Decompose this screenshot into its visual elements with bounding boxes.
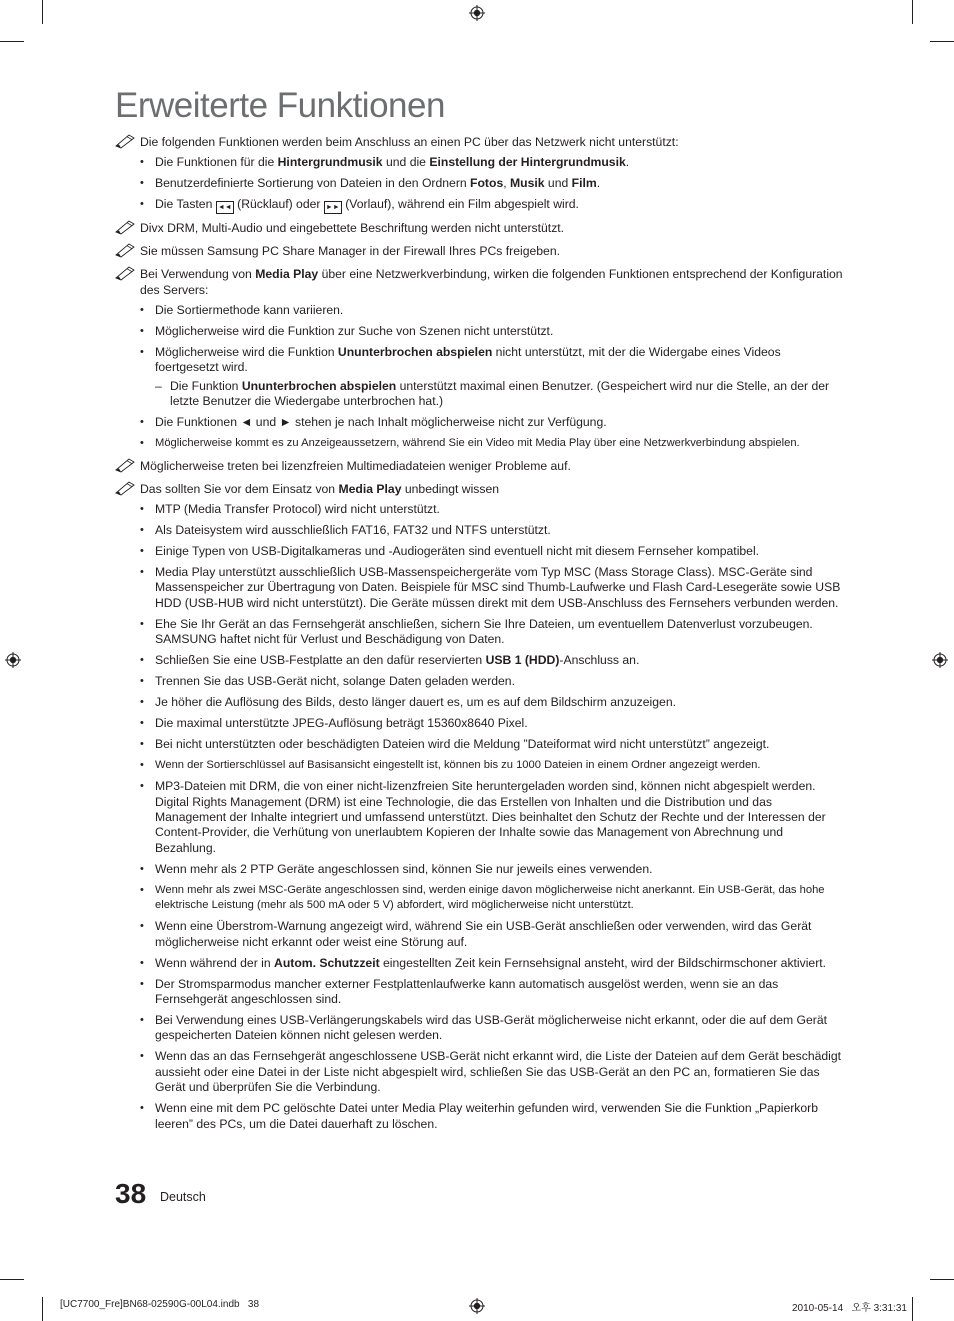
list-item: • Ehe Sie Ihr Gerät an das Fernsehgerät anschließen, sichern Sie Ihre Dateien, um eventuellem Datenverlust vorzubeugen. SAMSUNG haftet nicht für Verlust und Beschädigung von Daten. — [155, 617, 843, 648]
bullet-list — [115, 502, 843, 1132]
list-item: • Benutzerdefinierte Sortierung von Dateien in den Ordnern Fotos, Musik und Film. — [155, 176, 843, 191]
list-item: • Als Dateisystem wird ausschließlich FAT16, FAT32 und NTFS unterstützt. — [155, 523, 843, 538]
page-language: Deutsch — [160, 1190, 206, 1204]
crop-mark — [930, 1279, 954, 1280]
note-pencil-icon — [115, 265, 137, 281]
list-item: • Wenn eine mit dem PC gelöschte Datei unter Media Play weiterhin gefunden wird, verwenden Sie die Funktion „Papierkorb leeren” des PCs, um die Datei dauerhaft zu löschen. — [155, 1101, 843, 1132]
list-item: • Der Stromsparmodus mancher externer Festplattenlaufwerke kann automatisch ausgelöst werden, wenn sie an das Fernsehgerät angeschlossen sind. — [155, 977, 843, 1008]
list-item: • MP3-Dateien mit DRM, die von einer nicht-lizenzfreien Site heruntergeladen worden sind, können nicht abgespielt werden. Digital Rights Management (DRM) ist eine Technologie, die das Erstellen von Inhalten und die Distribution und das Management der Inhalte integriert und umfassend unterstützt. Dies beinhaltet den Schutz der Rechte und der Interessen der Content-Provider, die Verhütung von unerlaubtem Kopieren der Inhalte sowie das Management von Abrechnung und Bezahlung. — [155, 779, 843, 856]
registration-mark-icon — [469, 5, 485, 21]
bullet-list — [115, 303, 843, 452]
list-item: • Bei nicht unterstützten oder beschädigten Dateien wird die Meldung ”Dateiformat wird nicht unterstützt” angezeigt. — [155, 737, 843, 752]
note — [115, 244, 843, 259]
note-pencil-icon — [115, 219, 137, 235]
list-item: • Media Play unterstützt ausschließlich USB-Massenspeichergeräte vom Typ MSC (Mass Storage Class). MSC-Geräte sind Massenspeicher zur Übertragung von Daten. Beispiele für MSC sind Thumb-Laufwerke und Flash Card-Lesegeräte sowie USB HDD (USB-HUB wird nicht unterstützt). Die Geräte müssen direkt mit dem USB-Anschluss des Fernsehers verbunden werden. — [155, 565, 843, 611]
list-item: • Möglicherweise kommt es zu Anzeigeaussetzern, während Sie ein Video mit Media Play über eine Netzwerkverbindung abspielen. — [155, 436, 843, 451]
list-item: • Einige Typen von USB-Digitalkameras und -Audiogeräten sind eventuell nicht mit diesem Fernseher kompatibel. — [155, 544, 843, 559]
note-text: Möglicherweise treten bei lizenzfreien Multimediadateien weniger Probleme auf. — [140, 458, 571, 473]
page-number: 38 — [115, 1178, 147, 1209]
fast-forward-button-icon: ►► — [324, 201, 342, 214]
note-pencil-icon — [115, 242, 137, 258]
list-item: – Die Funktion Ununterbrochen abspielen unterstützt maximal einen Benutzer. (Gespeichert wird nur die Stelle, an der der letzte Benutzer die Wiedergabe unterbrochen hat.) — [170, 379, 843, 410]
note-pencil-icon — [115, 133, 137, 149]
list-item: • Bei Verwendung eines USB-Verlängerungskabels wird das USB-Gerät möglicherweise nicht erkannt, oder die auf dem Gerät gespeicherten Dateien können nicht gelesen werden. — [155, 1013, 843, 1044]
note-pencil-icon — [115, 457, 137, 473]
print-slug-file: [UC7700_Fre]BN68-02590G-00L04.indb 38 — [60, 1299, 260, 1310]
registration-mark-icon — [469, 1298, 485, 1314]
list-item: • Wenn das an das Fernsehgerät angeschlossene USB-Gerät nicht erkannt wird, die Liste der Dateien auf dem Gerät beschädigt aussieht oder eine Datei in der Liste nicht abgespielt wird, schließen Sie das USB-Gerät an den PC an, formatieren Sie das Gerät und überprüfen Sie die Verbindung. — [155, 1049, 843, 1095]
list-item: • Wenn mehr als 2 PTP Geräte angeschlossen sind, können Sie nur jeweils eines verwenden. — [155, 862, 843, 877]
list-item: • Die Sortiermethode kann variieren. — [155, 303, 843, 318]
list-item: • Die Funktionen für die Hintergrundmusik und die Einstellung der Hintergrundmusik. — [155, 155, 843, 170]
note — [115, 221, 843, 236]
note-text: Die folgenden Funktionen werden beim Anschluss an einen PC über das Netzwerk nicht unterstützt: — [140, 135, 679, 149]
crop-mark — [0, 1279, 24, 1280]
list-item: • Möglicherweise wird die Funktion Ununterbrochen abspielen nicht unterstützt, mit der die Widergabe eines Videos foertgesetzt wird. – Die Funktion Ununterbrochen abspielen unterstützt maximal einen Benutzer. (Gespeichert wird nur die Stelle, an der der letzte Benutzer die Wiedergabe unterbrochen hat.) — [155, 345, 843, 410]
page-title: Erweiterte Funktionen — [115, 86, 445, 125]
list-item: • Schließen Sie eine USB-Festplatte an den dafür reservierten USB 1 (HDD)-Anschluss an. — [155, 653, 843, 668]
list-item: • Die maximal unterstützte JPEG-Auflösung beträgt 15360x8640 Pixel. — [155, 716, 843, 731]
crop-mark — [42, 1297, 43, 1321]
list-item: • Die Funktionen ◄ und ► stehen je nach Inhalt möglicherweise nicht zur Verfügung. — [155, 415, 843, 430]
page-content — [115, 135, 843, 1139]
list-item: • Die Tasten ◄◄ (Rücklauf) oder ►► (Vorlauf), während ein Film abgespielt wird. — [155, 197, 843, 214]
crop-mark — [930, 41, 954, 42]
note-pencil-icon — [115, 480, 137, 496]
note — [115, 135, 843, 150]
crop-mark — [0, 41, 24, 42]
list-item: • Wenn während der in Autom. Schutzzeit eingestellten Zeit kein Fernsehsignal ansteht, wird der Bildschirmschoner aktiviert. — [155, 956, 843, 971]
list-item: • Trennen Sie das USB-Gerät nicht, solange Daten geladen werden. — [155, 674, 843, 689]
note: Das sollten Sie vor dem Einsatz von Media Play unbedingt wissen — [115, 482, 843, 497]
crop-mark — [912, 1297, 913, 1321]
list-item: • Möglicherweise wird die Funktion zur Suche von Szenen nicht unterstützt. — [155, 324, 843, 339]
list-item: • Wenn mehr als zwei MSC-Geräte angeschlossen sind, werden einige davon möglicherweise nicht anerkannt. Ein USB-Gerät, das hohe elektrische Leistung (mehr als 500 mA oder 5 V) abfordert, wird möglicherweise nicht unterstützt. — [155, 883, 843, 914]
dash-list — [155, 379, 843, 410]
list-item: • Je höher die Auflösung des Bilds, desto länger dauert es, um es auf dem Bildschirm anzuzeigen. — [155, 695, 843, 710]
list-item: • MTP (Media Transfer Protocol) wird nicht unterstützt. — [155, 502, 843, 517]
bullet-list — [115, 155, 843, 214]
note-text: Sie müssen Samsung PC Share Manager in der Firewall Ihres PCs freigeben. — [140, 244, 560, 259]
rewind-button-icon: ◄◄ — [216, 201, 234, 214]
crop-mark — [912, 0, 913, 24]
crop-mark — [42, 0, 43, 24]
note-text: Divx DRM, Multi-Audio und eingebettete Beschriftung werden nicht unterstützt. — [140, 221, 565, 236]
print-slug-date: 2010-05-14 오후 3:31:31 — [792, 1303, 907, 1314]
note: Bei Verwendung von Media Play über eine Netzwerkverbindung, wirken die folgenden Funktionen entsprechend der Konfiguration des Servers: — [115, 267, 843, 298]
list-item: • Wenn eine Überstrom-Warnung angezeigt wird, während Sie ein USB-Gerät anschließen oder verwenden, wird das Gerät möglicherweise nicht erkannt oder weist eine Störung auf. — [155, 919, 843, 950]
list-item: • Wenn der Sortierschlüssel auf Basisansicht eingestellt ist, können bis zu 1000 Dateien in einem Ordner angezeigt werden. — [155, 758, 843, 773]
registration-mark-icon — [932, 652, 948, 668]
note — [115, 459, 843, 474]
registration-mark-icon — [5, 652, 21, 668]
